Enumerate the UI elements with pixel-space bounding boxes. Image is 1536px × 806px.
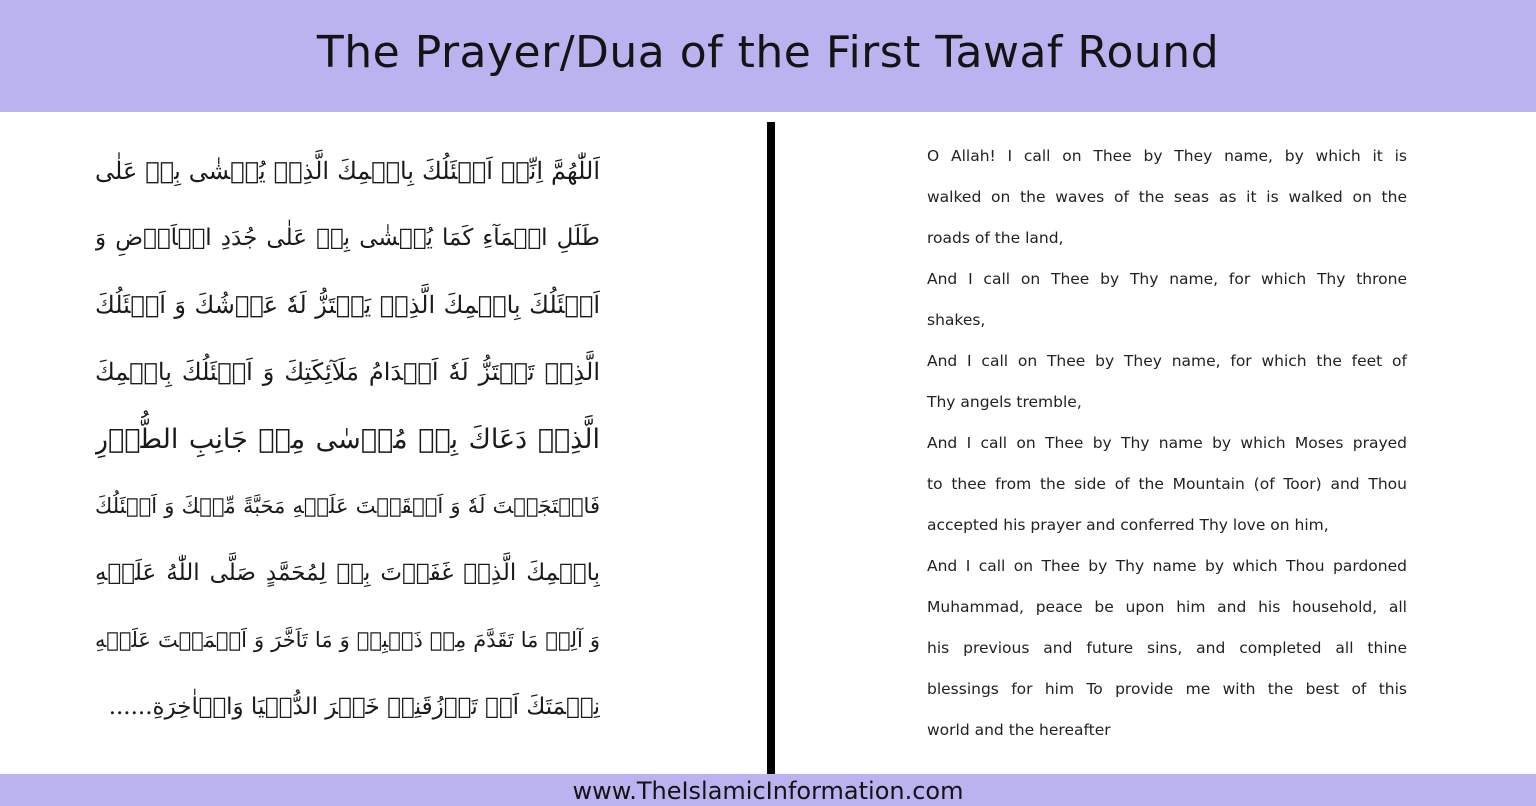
translation-line: Thy angels tremble, <box>927 393 1082 411</box>
translation-line: walked on the waves of the seas as it is walked on the <box>927 188 1407 206</box>
translation-line: blessings for him To provide me with the best of this <box>927 680 1407 698</box>
translation-line: Muhammad, peace be upon him and his household, all <box>927 598 1407 616</box>
arabic-dua-text <box>95 138 600 741</box>
arabic-line: طَلَلِ الۡمَآءِ كَمَا يُمۡشٰى بِهٖ عَلٰى جُدَدِ الۡاَرۡضِ وَ <box>95 225 600 251</box>
page-title: The Prayer/Dua of the First Tawaf Round <box>316 26 1220 78</box>
header-banner <box>0 0 1536 112</box>
column-divider <box>767 122 775 776</box>
arabic-line: فَاسۡتَجَبۡتَ لَهٗ وَ اَلۡقَيۡتَ عَلَيۡهِ مَحَبَّةً مِّنۡكَ وَ اَسۡئَلُكَ <box>95 494 600 518</box>
translation-line: to thee from the side of the Mountain (of Toor) and Thou <box>927 475 1407 493</box>
translation-line: And I call on Thee by Thy name by which Thou pardoned <box>927 557 1407 575</box>
translation-line: shakes, <box>927 311 986 329</box>
arabic-line: نِعۡمَتَكَ اَنۡ تَرۡزُقَنِىۡ خَيۡرَ الدُّنۡيَا وَالۡاٰخِرَةِ...... <box>108 694 600 720</box>
translation-line: O Allah! I call on Thee by They name, by which it is <box>927 147 1407 165</box>
translation-line: roads of the land, <box>927 229 1064 247</box>
arabic-line: بِاسۡمِكَ الَّذِىۡ غَفَرۡتَ بِهٖ لِمُحَمَّدٍ صَلَّى اللّٰهُ عَلَيۡهِ <box>95 560 600 586</box>
english-translation <box>927 136 1407 751</box>
arabic-line: وَ آلِهٖ مَا تَقَدَّمَ مِنۡ ذَنۡبِهٖ وَ مَا تَاَخَّرَ وَ اَتۡمَمۡتَ عَلَيۡهِ <box>95 628 600 652</box>
translation-line: his previous and future sins, and completed all thine <box>927 639 1407 657</box>
translation-line: accepted his prayer and conferred Thy love on him, <box>927 516 1329 534</box>
arabic-line: الَّذِىۡ دَعَاكَ بِهٖ مُوۡسٰى مِنۡ جَانِبِ الطُّوۡرِ <box>95 424 600 455</box>
footer-banner <box>0 774 1536 806</box>
translation-line: And I call on Thee by Thy name, for which Thy throne <box>927 270 1407 288</box>
website-url: www.TheIslamicInformation.com <box>572 777 964 805</box>
translation-line: world and the hereafter <box>927 721 1111 739</box>
arabic-line: اَسۡئَلُكَ بِاسۡمِكَ الَّذِىۡ يَهۡتَزُّ لَهٗ عَرۡشُكَ وَ اَسۡئَلُكَ <box>95 291 600 319</box>
translation-line: And I call on Thee by Thy name by which Moses prayed <box>927 434 1407 452</box>
arabic-line: الَّذِىۡ تَهۡتَزُّ لَهٗ اَقۡدَامُ مَلَآئِكَتِكَ وَ اَسۡئَلُكَ بِاسۡمِكَ <box>95 358 600 386</box>
arabic-line: اَللّٰهُمَّ اِنِّىۡ اَسۡئَلُكَ بِاسۡمِكَ الَّذِىۡ يُمۡشٰى بِهٖ عَلٰى <box>95 157 600 185</box>
translation-line: And I call on Thee by They name, for which the feet of <box>927 352 1407 370</box>
